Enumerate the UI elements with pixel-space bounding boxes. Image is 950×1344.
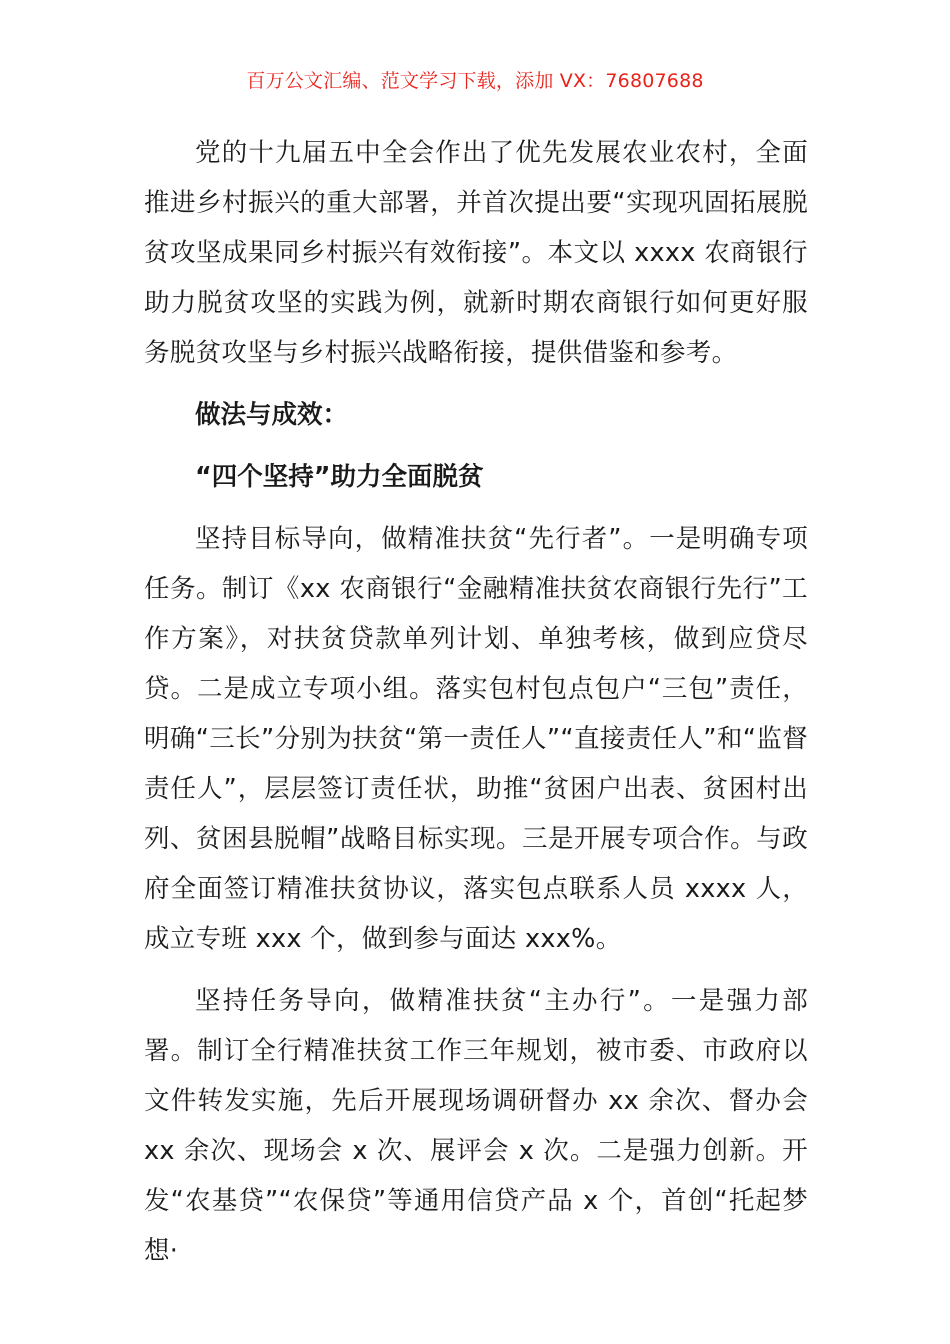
header-banner: 百万公文汇编、范文学习下载，添加 VX：76807688 (246, 70, 704, 92)
document-body (144, 128, 808, 1276)
paragraph-goal-oriented: 坚持目标导向，做精准扶贫“先行者”。一是明确专项任务。制订《xx 农商银行“金融精准扶贫农商银行先行”工作方案》，对扶贫贷款单列计划、单独考核，做到应贷尽贷。二是成立专项小组。落实包村包点包户“三包”责任，明确“三长”分别为扶贫“第一责任人”“直接责任人”和“监督责任人”，层层签订责任状，助推“贫困户出表、贫困村出列、贫困县脱帽”战略目标实现。三是开展专项合作。与政府全面签订精准扶贫协议，落实包点联系人员 xxxx 人，成立专班 xxx 个，做到参与面达 xxx%。 (144, 524, 808, 954)
spacer (144, 964, 808, 976)
section-heading: 做法与成效： (195, 400, 349, 430)
subsection-heading: “四个坚持”助力全面脱贫 (195, 462, 484, 492)
spacer (144, 440, 808, 452)
intro-paragraph: 党的十九届五中全会作出了优先发展农业农村，全面推进乡村振兴的重大部署，并首次提出要“实现巩固拓展脱贫攻坚成果同乡村振兴有效衔接”。本文以 xxxx 农商银行助力脱贫攻坚的实践为例，就新时期农商银行如何更好服务脱贫攻坚与乡村振兴战略衔接，提供借鉴和参考。 (144, 138, 808, 368)
paragraph-task-oriented: 坚持任务导向，做精准扶贫“主办行”。一是强力部署。制订全行精准扶贫工作三年规划，被市委、市政府以文件转发实施，先后开展现场调研督办 xx 余次、督办会 xx 余次、现场会 x 次、展评会 x 次。二是强力创新。开发“农基贷”“农保贷”等通用信贷产品 x 个，首创“托起梦想· (144, 986, 808, 1266)
spacer (144, 502, 808, 514)
spacer (144, 378, 808, 390)
